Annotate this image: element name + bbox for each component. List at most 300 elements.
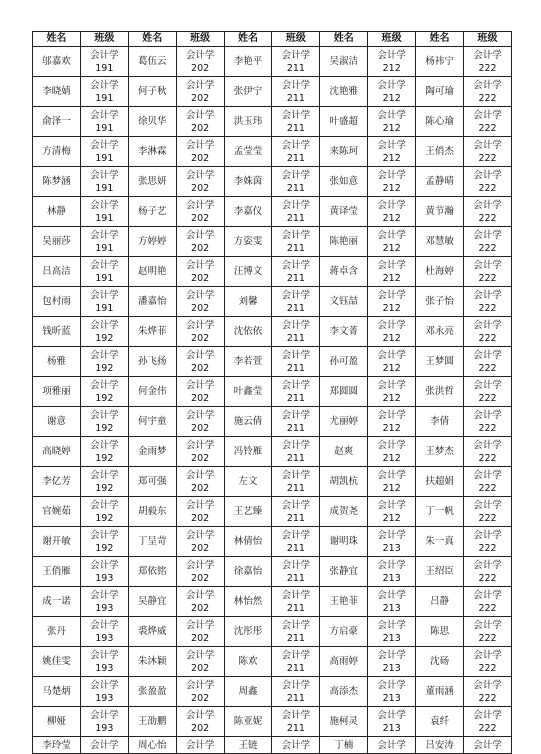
class-cell — [272, 617, 320, 647]
major-text: 会计学 — [473, 499, 502, 511]
table-row — [33, 407, 512, 437]
student-name-cell: 汪博文 — [224, 257, 272, 287]
student-name-cell: 高雨婷 — [320, 647, 368, 677]
student-name-cell: 施柯灵 — [320, 707, 368, 737]
class-number-text: 191 — [95, 302, 114, 314]
class-number-text: 211 — [286, 302, 305, 314]
class-cell — [176, 137, 224, 167]
major-text: 会计学 — [473, 469, 502, 481]
class-cell — [464, 137, 512, 167]
major-text: 会计学 — [90, 439, 119, 451]
class-number-text: 202 — [191, 272, 210, 284]
table-row — [33, 467, 512, 497]
class-number-text: 193 — [95, 662, 114, 674]
major-text: 会计学 — [377, 79, 406, 91]
class-cell — [272, 557, 320, 587]
class-number-text: 202 — [191, 92, 210, 104]
class-number-text: 202 — [191, 542, 210, 554]
student-name-cell: 周鑫 — [224, 677, 272, 707]
class-number-text: 202 — [191, 212, 210, 224]
student-name-cell: 胡凯杭 — [320, 467, 368, 497]
major-text: 会计学 — [185, 199, 215, 211]
class-cell — [464, 557, 512, 587]
student-name-cell: 陈心瑜 — [416, 107, 464, 137]
class-cell — [80, 227, 128, 257]
class-number-text: 222 — [478, 572, 497, 584]
student-name-cell: 李文菁 — [320, 317, 368, 347]
class-number-text: 212 — [382, 332, 401, 344]
student-name-cell: 王梦圆 — [416, 347, 464, 377]
student-name-cell: 方启豪 — [320, 617, 368, 647]
student-name-cell: 张伊宁 — [224, 77, 272, 107]
table-row — [33, 257, 512, 287]
major-text: 会计学 — [185, 439, 215, 451]
table-row — [33, 287, 512, 317]
class-number-text: 202 — [191, 572, 210, 584]
class-number-text: 222 — [478, 362, 497, 374]
class-cell — [464, 347, 512, 377]
major-text: 会计学 — [377, 349, 406, 361]
class-number-text: 191 — [95, 122, 114, 134]
student-name-cell: 徐贝华 — [128, 107, 176, 137]
student-name-cell: 徐嘉怡 — [224, 557, 272, 587]
table-body — [33, 47, 512, 754]
student-name-cell: 林倩怡 — [224, 527, 272, 557]
student-name-cell: 沈艳雅 — [320, 77, 368, 107]
major-text: 会计学 — [185, 109, 215, 121]
student-name-cell: 王艺臻 — [224, 497, 272, 527]
student-name-cell: 洪玉玮 — [224, 107, 272, 137]
class-cell — [272, 377, 320, 407]
student-name-cell: 王俏雁 — [33, 557, 81, 587]
class-number-text: 212 — [382, 62, 401, 74]
class-cell — [464, 377, 512, 407]
major-text: 会计学 — [473, 739, 502, 751]
class-cell — [368, 377, 416, 407]
class-number-text: 202 — [191, 632, 210, 644]
student-name-cell: 郑圆圆 — [320, 377, 368, 407]
class-cell — [80, 377, 128, 407]
class-cell — [368, 47, 416, 77]
class-cell — [176, 557, 224, 587]
class-cell — [272, 407, 320, 437]
student-name-cell: 李亿芳 — [33, 467, 81, 497]
student-class-table — [32, 31, 512, 754]
student-name-cell: 高添杰 — [320, 677, 368, 707]
major-text: 会计学 — [90, 739, 119, 751]
major-text: 会计学 — [377, 289, 406, 301]
class-number-text: 222 — [478, 512, 497, 524]
table-row — [33, 137, 512, 167]
class-cell — [272, 107, 320, 137]
class-cell — [80, 437, 128, 467]
class-number-text: 202 — [191, 122, 210, 134]
class-cell — [368, 137, 416, 167]
major-text: 会计学 — [473, 619, 502, 631]
class-cell — [272, 737, 320, 754]
class-number-text: 222 — [478, 152, 497, 164]
class-number-text: 211 — [286, 182, 305, 194]
class-number-text: 212 — [382, 422, 401, 434]
student-name-cell: 陈亚妮 — [224, 707, 272, 737]
header-class: 班级 — [464, 32, 512, 47]
class-cell — [176, 227, 224, 257]
class-cell — [368, 587, 416, 617]
class-cell — [176, 377, 224, 407]
major-text: 会计学 — [90, 649, 119, 661]
student-name-cell: 柳娅 — [33, 707, 81, 737]
student-name-cell: 吕静 — [416, 587, 464, 617]
class-number-text: 222 — [478, 92, 497, 104]
student-name-cell: 王艳菲 — [320, 587, 368, 617]
major-text: 会计学 — [377, 229, 406, 241]
class-number-text: 192 — [95, 512, 114, 524]
major-text: 会计学 — [281, 559, 311, 571]
student-name-cell: 孙可盈 — [320, 347, 368, 377]
major-text: 会计学 — [281, 169, 311, 181]
class-number-text: 222 — [478, 452, 497, 464]
class-number-text: 202 — [191, 302, 210, 314]
class-cell — [80, 107, 128, 137]
major-text: 会计学 — [473, 289, 502, 301]
table-row — [33, 227, 512, 257]
table-row — [33, 197, 512, 227]
class-cell — [368, 467, 416, 497]
major-text: 会计学 — [377, 379, 406, 391]
major-text: 会计学 — [185, 379, 215, 391]
student-name-cell: 朱烨菲 — [128, 317, 176, 347]
student-name-cell: 杨雅 — [33, 347, 81, 377]
class-number-text: 222 — [478, 722, 497, 734]
class-number-text: 191 — [95, 212, 114, 224]
major-text: 会计学 — [281, 319, 311, 331]
class-number-text: 211 — [286, 422, 305, 434]
major-text: 会计学 — [473, 649, 502, 661]
class-number-text: 192 — [95, 362, 114, 374]
major-text: 会计学 — [377, 319, 406, 331]
class-number-text: 191 — [95, 272, 114, 284]
student-name-cell: 蒋卓含 — [320, 257, 368, 287]
class-number-text: 222 — [478, 212, 497, 224]
student-name-cell: 谢意 — [33, 407, 81, 437]
class-cell — [368, 677, 416, 707]
major-text: 会计学 — [281, 649, 311, 661]
class-cell — [272, 287, 320, 317]
class-number-text: 222 — [478, 392, 497, 404]
class-cell — [80, 527, 128, 557]
class-number-text: 191 — [95, 152, 114, 164]
class-cell — [464, 257, 512, 287]
major-text: 会计学 — [90, 619, 119, 631]
class-cell — [368, 167, 416, 197]
class-number-text: 211 — [286, 632, 305, 644]
class-cell — [80, 737, 128, 754]
major-text: 会计学 — [473, 229, 502, 241]
student-name-cell: 施云倩 — [224, 407, 272, 437]
major-text: 会计学 — [473, 79, 502, 91]
class-number-text: 192 — [95, 452, 114, 464]
student-name-cell: 李玲莹 — [33, 737, 81, 754]
class-number-text: 222 — [478, 422, 497, 434]
class-number-text: 211 — [286, 602, 305, 614]
class-number-text: 202 — [191, 332, 210, 344]
student-name-cell: 张丹 — [33, 617, 81, 647]
major-text: 会计学 — [473, 199, 502, 211]
student-name-cell: 叶盛超 — [320, 107, 368, 137]
student-name-cell: 郑可强 — [128, 467, 176, 497]
class-cell — [464, 197, 512, 227]
student-name-cell: 谢开敏 — [33, 527, 81, 557]
student-name-cell: 李若萱 — [224, 347, 272, 377]
header-class: 班级 — [80, 32, 128, 47]
major-text: 会计学 — [90, 139, 119, 151]
major-text: 会计学 — [377, 559, 406, 571]
student-name-cell: 俞泽一 — [33, 107, 81, 137]
major-text: 会计学 — [90, 559, 119, 571]
class-cell — [368, 107, 416, 137]
student-name-cell: 丁呈苛 — [128, 527, 176, 557]
class-number-text: 222 — [478, 62, 497, 74]
student-name-cell: 裘烨威 — [128, 617, 176, 647]
major-text: 会计学 — [473, 709, 502, 721]
student-name-cell: 钱昕蓝 — [33, 317, 81, 347]
header-class: 班级 — [272, 32, 320, 47]
major-text: 会计学 — [90, 379, 119, 391]
class-number-text: 211 — [286, 332, 305, 344]
class-cell — [272, 347, 320, 377]
class-cell — [368, 437, 416, 467]
class-cell — [80, 347, 128, 377]
class-cell — [464, 677, 512, 707]
class-number-text: 211 — [286, 152, 305, 164]
major-text: 会计学 — [473, 439, 502, 451]
class-cell — [80, 197, 128, 227]
major-text: 会计学 — [377, 139, 406, 151]
major-text: 会计学 — [281, 259, 311, 271]
class-cell — [80, 317, 128, 347]
class-number-text: 202 — [191, 512, 210, 524]
class-cell — [368, 707, 416, 737]
class-number-text: 222 — [478, 482, 497, 494]
class-cell — [176, 587, 224, 617]
class-cell — [464, 167, 512, 197]
class-cell — [464, 617, 512, 647]
major-text: 会计学 — [185, 739, 215, 751]
table-row — [33, 497, 512, 527]
class-cell — [80, 407, 128, 437]
class-cell — [80, 167, 128, 197]
major-text: 会计学 — [185, 49, 215, 61]
class-cell — [464, 287, 512, 317]
student-name-cell: 朱沐颖 — [128, 647, 176, 677]
class-cell — [464, 407, 512, 437]
class-cell — [176, 497, 224, 527]
class-number-text: 213 — [382, 542, 401, 554]
major-text: 会计学 — [185, 349, 215, 361]
student-name-cell: 黄译莹 — [320, 197, 368, 227]
student-name-cell: 林静 — [33, 197, 81, 227]
major-text: 会计学 — [473, 559, 502, 571]
student-name-cell: 来陈珂 — [320, 137, 368, 167]
class-cell — [464, 647, 512, 677]
class-number-text: 193 — [95, 632, 114, 644]
major-text: 会计学 — [185, 499, 215, 511]
class-number-text: 212 — [382, 92, 401, 104]
class-cell — [176, 407, 224, 437]
class-cell — [272, 167, 320, 197]
class-cell — [368, 527, 416, 557]
class-cell — [368, 287, 416, 317]
student-name-cell: 周心怡 — [128, 737, 176, 754]
major-text: 会计学 — [281, 79, 311, 91]
class-cell — [368, 617, 416, 647]
class-cell — [272, 497, 320, 527]
student-name-cell: 张静宜 — [320, 557, 368, 587]
student-name-cell: 赵明艳 — [128, 257, 176, 287]
class-number-text: 213 — [382, 632, 401, 644]
major-text: 会计学 — [377, 199, 406, 211]
class-number-text: 211 — [286, 452, 305, 464]
class-number-text: 211 — [286, 662, 305, 674]
major-text: 会计学 — [90, 529, 119, 541]
class-cell — [272, 437, 320, 467]
major-text: 会计学 — [281, 109, 311, 121]
major-text: 会计学 — [185, 319, 215, 331]
major-text: 会计学 — [185, 619, 215, 631]
class-number-text: 202 — [191, 62, 210, 74]
major-text: 会计学 — [281, 709, 311, 721]
class-number-text: 202 — [191, 242, 210, 254]
student-name-cell: 王梦杰 — [416, 437, 464, 467]
class-number-text: 213 — [382, 692, 401, 704]
major-text: 会计学 — [281, 739, 311, 751]
major-text: 会计学 — [473, 49, 502, 61]
class-cell — [80, 707, 128, 737]
student-name-cell: 袁纤 — [416, 707, 464, 737]
class-cell — [272, 77, 320, 107]
class-cell — [80, 677, 128, 707]
student-name-cell: 陈梦涵 — [33, 167, 81, 197]
class-cell — [272, 527, 320, 557]
student-name-cell: 李艳平 — [224, 47, 272, 77]
class-number-text: 211 — [286, 92, 305, 104]
student-name-cell: 左文 — [224, 467, 272, 497]
class-cell — [272, 47, 320, 77]
header-class: 班级 — [368, 32, 416, 47]
student-name-cell: 邓慧敏 — [416, 227, 464, 257]
header-name: 姓名 — [224, 32, 272, 47]
class-number-text: 211 — [286, 392, 305, 404]
student-name-cell: 丁楠 — [320, 737, 368, 754]
class-number-text: 211 — [286, 242, 305, 254]
class-cell — [176, 437, 224, 467]
class-number-text: 222 — [478, 602, 497, 614]
class-cell — [272, 137, 320, 167]
class-number-text: 222 — [478, 542, 497, 554]
class-number-text: 211 — [286, 542, 305, 554]
class-cell — [176, 617, 224, 647]
major-text: 会计学 — [90, 349, 119, 361]
major-text: 会计学 — [90, 709, 119, 721]
student-name-cell: 尤丽婷 — [320, 407, 368, 437]
class-cell — [272, 677, 320, 707]
student-name-cell: 冯铃雁 — [224, 437, 272, 467]
table-row — [33, 647, 512, 677]
class-number-text: 212 — [382, 362, 401, 374]
student-name-cell: 姚佳雯 — [33, 647, 81, 677]
class-cell — [176, 467, 224, 497]
class-number-text: 191 — [95, 92, 114, 104]
class-number-text: 192 — [95, 332, 114, 344]
student-name-cell: 王俏杰 — [416, 137, 464, 167]
class-number-text: 192 — [95, 482, 114, 494]
class-cell — [176, 707, 224, 737]
student-name-cell: 文钰喆 — [320, 287, 368, 317]
major-text: 会计学 — [281, 499, 311, 511]
class-cell — [80, 557, 128, 587]
major-text: 会计学 — [90, 79, 119, 91]
major-text: 会计学 — [185, 139, 215, 151]
table-row — [33, 527, 512, 557]
class-cell — [176, 107, 224, 137]
class-number-text: 212 — [382, 272, 401, 284]
major-text: 会计学 — [90, 499, 119, 511]
class-number-text: 222 — [478, 332, 497, 344]
table-row — [33, 167, 512, 197]
class-cell — [272, 467, 320, 497]
major-text: 会计学 — [473, 169, 502, 181]
major-text: 会计学 — [473, 349, 502, 361]
student-name-cell: 董雨涵 — [416, 677, 464, 707]
class-number-text: 222 — [478, 182, 497, 194]
major-text: 会计学 — [377, 49, 406, 61]
major-text: 会计学 — [377, 739, 406, 751]
major-text: 会计学 — [473, 379, 502, 391]
major-text: 会计学 — [90, 589, 119, 601]
class-cell — [176, 257, 224, 287]
table-row — [33, 107, 512, 137]
major-text: 会计学 — [473, 589, 502, 601]
class-number-text: 222 — [478, 272, 497, 284]
student-name-cell: 张子怡 — [416, 287, 464, 317]
class-cell — [176, 47, 224, 77]
student-name-cell: 沈依依 — [224, 317, 272, 347]
class-number-text: 212 — [382, 152, 401, 164]
student-name-cell: 潘嘉怡 — [128, 287, 176, 317]
class-cell — [176, 737, 224, 754]
major-text: 会计学 — [377, 469, 406, 481]
class-number-text: 212 — [382, 182, 401, 194]
student-name-cell: 吴静宜 — [128, 587, 176, 617]
class-number-text: 202 — [191, 362, 210, 374]
student-name-cell: 成贺尧 — [320, 497, 368, 527]
header-row — [33, 32, 512, 47]
class-number-text: 222 — [478, 122, 497, 134]
class-number-text: 211 — [286, 122, 305, 134]
student-name-cell: 张盈盈 — [128, 677, 176, 707]
class-number-text: 193 — [95, 602, 114, 614]
class-cell — [368, 77, 416, 107]
major-text: 会计学 — [281, 289, 311, 301]
header-name: 姓名 — [33, 32, 81, 47]
student-name-cell: 葛伍云 — [128, 47, 176, 77]
class-number-text: 211 — [286, 572, 305, 584]
student-name-cell: 陈艳丽 — [320, 227, 368, 257]
student-name-cell: 孟静晴 — [416, 167, 464, 197]
major-text: 会计学 — [185, 529, 215, 541]
major-text: 会计学 — [90, 169, 119, 181]
major-text: 会计学 — [473, 319, 502, 331]
